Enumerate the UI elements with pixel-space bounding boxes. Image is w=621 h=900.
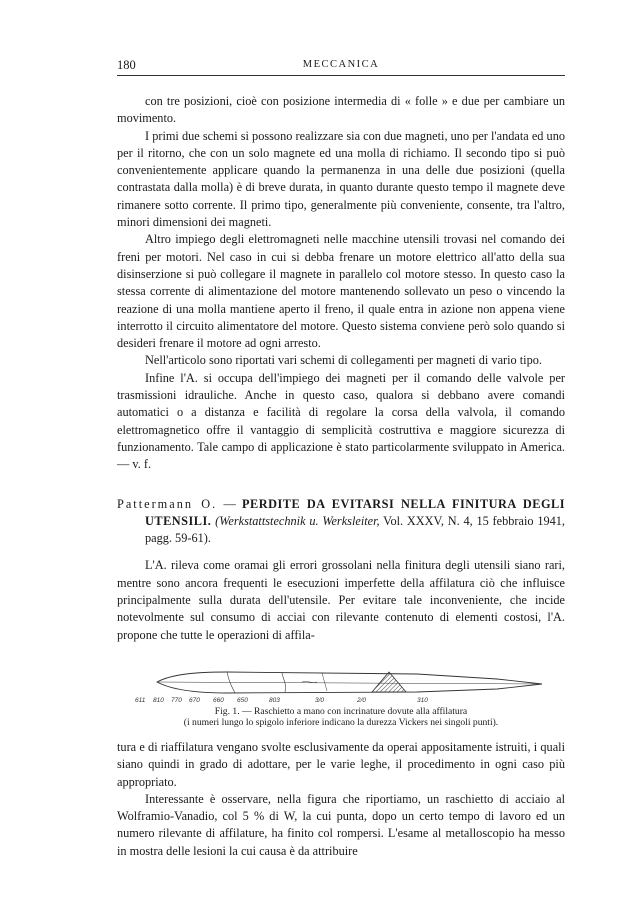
figure-caption xyxy=(117,706,565,729)
caption-line: Fig. 1. — Raschietto a mano con incrinature dovute alla affilatura xyxy=(214,705,468,717)
paragraph: L'A. rileva come oramai gli errori grossolani nella finitura degli utensili siano rari, mentre sono ancora frequenti le esecuzioni imperfette della affilatura ciò che influisce principalmente sulla durata dell'utensile. Per evitare tale inconveniente, che incide notevolmente sul consumo di acciai con rilevante contenuto di elementi costosi, l'A. propone che tutte le operazioni di affila- xyxy=(117,558,565,642)
scraper-drawing xyxy=(117,662,565,704)
hardness-value: 660 xyxy=(213,696,224,704)
scraper-edge xyxy=(157,682,542,684)
hardness-value: 650 xyxy=(237,696,248,704)
hardness-value: 3/0 xyxy=(315,696,325,704)
hardness-value: 810 xyxy=(153,696,164,704)
figure-scraper xyxy=(117,662,565,704)
reference-title: PERDITE DA EVITARSI NELLA FINITURA DEGLI UTENSILI. xyxy=(145,496,565,528)
paragraph: tura e di riaffilatura vengano svolte esclusivamente da operai appositamente istruiti, i quali siano quindi in grado di adottare, per le varie leghe, il procedimento in ogni caso più appropriato. xyxy=(117,739,565,789)
paragraph: con tre posizioni, cioè con posizione intermedia di « folle » e due per cambiare un movimento. xyxy=(117,94,565,126)
crack-line xyxy=(322,673,327,691)
paragraph: Infine l'A. si occupa dell'impiego dei magneti per il comando delle valvole per trasmissioni idrauliche. Anche in questo caso, qualora si debbano avere comandi automatici o a distanza e facilità di regolare la corsa della valvola, il comando elettromagnetico offre il vantaggio di semplicità costruttiva e maggiore sicurezza di funzionamento. Tale campo di applicazione è stato particolarmente sviluppato in America. — v. f. xyxy=(117,370,565,472)
crack-line xyxy=(302,681,317,682)
body-text xyxy=(117,93,565,860)
reference-entry xyxy=(117,496,565,548)
reference-author: Pattermann O. xyxy=(117,496,218,511)
header-rule xyxy=(117,75,565,76)
running-title: MECCANICA xyxy=(302,59,380,70)
hardness-value: 310 xyxy=(417,696,428,704)
paragraph: Altro impiego degli elettromagneti nelle macchine utensili trovasi nel comando dei freni per motori. Nel caso in cui si debba frenare un motore elettrico all'atto della sua disinserzione si può collegare il magnete in parallelo col motore stesso. In questo caso la stessa corrente di alimentazione del motore mantenendo sollevato un peso o vincendo la reazione di una molla mantiene aperto il freno, il quale entra in azione non appena viene interrotto il circuito alimentatore del motore. Questo sistema conviene però solo quando si desideri frenare il motore ad ogni arresto. xyxy=(117,232,565,351)
hardness-value: 611 xyxy=(135,696,146,704)
reference-journal: (Werkstattstechnik u. Werksleiter, xyxy=(215,513,380,528)
hardness-value: 770 xyxy=(171,696,182,704)
hatched-zone xyxy=(372,672,406,692)
hardness-value: 803 xyxy=(269,696,280,704)
reference-details: Vol. XXXV, N. 4, 15 febbraio 1941, pagg. 59-61). xyxy=(145,513,565,546)
hardness-value: 670 xyxy=(189,696,200,704)
reference-dash: — xyxy=(217,496,243,511)
paragraph: I primi due schemi si possono realizzare sia con due magneti, uno per l'andata ed uno per il ritorno, che con un solo magnete ed una molla di richiamo. Il secondo tipo si può convenientemente applicare quando la permanenza in una delle due posizioni (quella contrastata dalla molla) è di breve durata, in quanto durante questo tempo il magnete deve rimanere sotto corrente. Il primo tipo, generalmente più conveniente, consente, tra l'altro, minori dimensioni dei magneti. xyxy=(117,128,565,230)
paragraph: Nell'articolo sono riportati vari schemi di collegamenti per magneti di vario tipo. xyxy=(145,353,542,368)
page-number: 180 xyxy=(117,58,136,72)
hardness-value: 2/0 xyxy=(357,696,367,704)
caption-line: (i numeri lungo lo spigolo inferiore indicano la durezza Vickers nei singoli punti). xyxy=(183,717,499,729)
paragraph: Interessante è osservare, nella figura che riportiamo, un raschietto di acciaio al Wolframio-Vanadio, col 5 % di W, la cui punta, dopo un certo tempo di lavoro ed un numero rilevante di affilature, ha finito col rompersi. L'esame al metalloscopio ha messo in mostra delle lesioni la cui causa è da attribuire xyxy=(117,791,565,858)
